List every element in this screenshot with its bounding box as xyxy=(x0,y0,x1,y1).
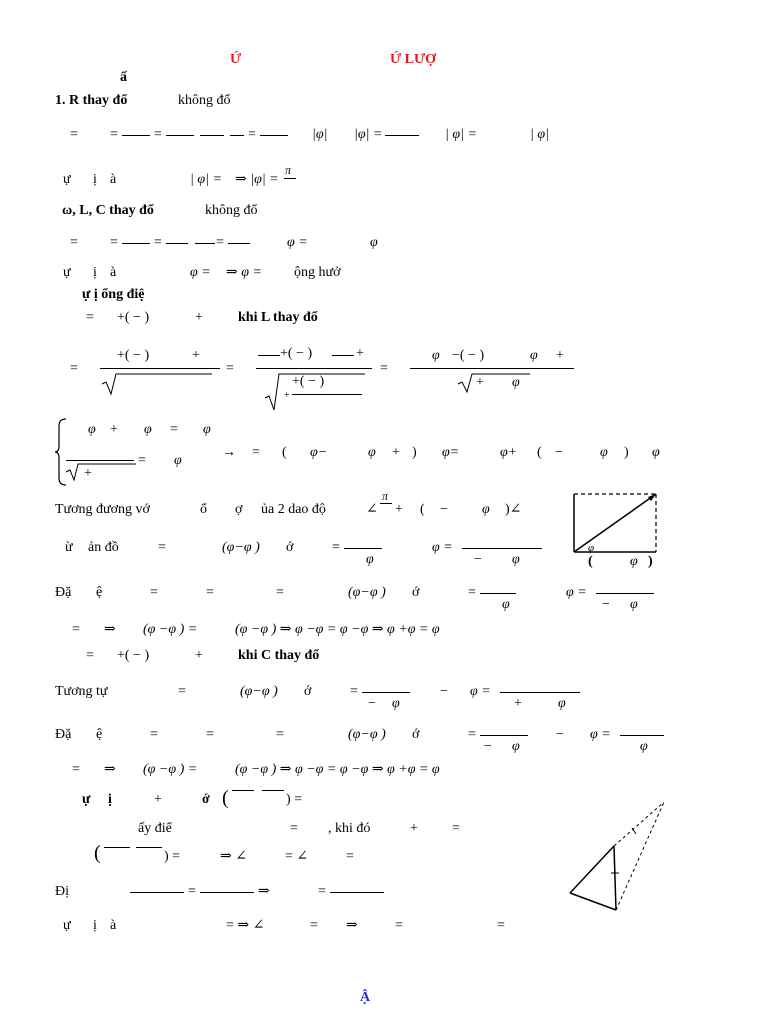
big-eq: = xyxy=(226,361,234,376)
fraction-bar xyxy=(292,394,362,395)
dat1-eq: = xyxy=(206,585,214,600)
big-eq: = xyxy=(70,361,78,376)
la-text: ự xyxy=(82,792,91,807)
sys-1: φ xyxy=(203,422,211,437)
pi-symbol: π xyxy=(285,163,292,177)
diag-text: ừ xyxy=(65,540,73,555)
section-3-heading: ự ị ổng điệ xyxy=(82,287,145,302)
lc-eq: ) = xyxy=(164,849,181,864)
dat2-text: ệ xyxy=(96,727,103,742)
le-text: ị xyxy=(93,918,97,933)
fig1-angle: φ xyxy=(588,542,595,554)
dat2-text: ớ xyxy=(412,727,420,742)
la-paren: ( xyxy=(222,787,229,809)
sys-r: − xyxy=(555,445,563,460)
s1-phi-abs: |φ| xyxy=(312,127,328,142)
tt-eq: = xyxy=(350,684,358,699)
fraction-bar xyxy=(200,135,224,136)
equiv-paren: ( xyxy=(420,502,425,517)
diag-text: ản đồ xyxy=(88,540,119,555)
diag-den: − xyxy=(474,552,482,567)
tt-den: + xyxy=(514,696,522,711)
ld-eq: = xyxy=(318,884,326,899)
fraction-bar xyxy=(232,790,254,791)
big-den2: +( − ) xyxy=(292,374,325,389)
tt-den: φ xyxy=(558,696,566,711)
sys-r: φ+ xyxy=(500,445,518,460)
s1-phi-result: ⇒ |φ| = xyxy=(235,172,279,187)
fraction-bar xyxy=(330,892,384,893)
diag-den: φ xyxy=(366,552,374,567)
big-den3: φ xyxy=(512,375,520,390)
dat2-eq: = xyxy=(150,727,158,742)
le-expr: = ⇒ ∠ xyxy=(226,918,265,933)
dat1-den: φ xyxy=(502,597,510,612)
sys-arrow: → xyxy=(222,445,236,460)
fraction-bar xyxy=(130,892,184,893)
big-num3: φ xyxy=(432,348,440,363)
dat2-expr: (φ−φ ) xyxy=(348,727,386,742)
s2-resonance: ộng hưở xyxy=(294,265,341,280)
s1-eq: = xyxy=(110,127,118,142)
fraction-bar xyxy=(385,135,419,136)
fraction-bar xyxy=(122,135,150,136)
equiv-minus: − xyxy=(440,502,448,517)
footer-mark: Ậ xyxy=(360,990,371,1005)
dat1-phi-eq: φ = xyxy=(566,585,587,600)
big-num: +( − ) xyxy=(117,348,150,363)
s1-phi-abs: | φ| xyxy=(530,127,549,142)
sys-r: ) xyxy=(624,445,629,460)
section-1-note: không đổ xyxy=(178,93,231,108)
diag-eq: = xyxy=(332,540,340,555)
fraction-bar xyxy=(620,735,664,736)
fraction-bar xyxy=(284,178,296,179)
tt-text: ớ xyxy=(304,684,312,699)
lb-eq: = xyxy=(290,821,298,836)
s3-eq2: = xyxy=(86,648,94,663)
section-2-heading: ω, L, C thay đổ xyxy=(62,203,154,218)
le-text: à xyxy=(110,918,117,933)
dat1-expr: (φ−φ ) xyxy=(348,585,386,600)
s2-phi: φ xyxy=(370,235,378,250)
lb-plus: + xyxy=(410,821,418,836)
s3-eq: + xyxy=(195,310,203,325)
fraction-bar xyxy=(122,243,150,244)
s1-phi-abs-eq: | φ| = xyxy=(445,127,477,142)
s3-eq: +( − ) xyxy=(117,310,150,325)
res1: (φ −φ ) = xyxy=(143,622,198,637)
big-num: + xyxy=(192,348,200,363)
equiv-text: ủa 2 dao độ xyxy=(261,502,326,517)
tt-den: − xyxy=(368,696,376,711)
title-right: Ứ LƯỢ xyxy=(390,52,437,67)
s1-text: à xyxy=(110,172,117,187)
ld-arrow: ⇒ xyxy=(258,884,270,899)
s1-phi-eq: | φ| = xyxy=(190,172,222,187)
s2-phi-eq: φ = xyxy=(287,235,308,250)
s1-eq: = xyxy=(70,127,78,142)
lc-angle: ⇒ ∠ xyxy=(220,849,247,864)
lb-eq: = xyxy=(452,821,460,836)
sys-r: φ− xyxy=(310,445,328,460)
dat2-minus: − xyxy=(556,727,564,742)
dat2-den: − xyxy=(484,739,492,754)
res1: = xyxy=(72,622,80,637)
dat2-phi-eq: φ = xyxy=(590,727,611,742)
s2-eq: = xyxy=(154,235,162,250)
section-1-heading: 1. R thay đổ xyxy=(55,93,128,108)
s1-text: ự xyxy=(63,172,71,187)
diag-den: φ xyxy=(512,552,520,567)
s2-text: à xyxy=(110,265,117,280)
cond-c-varies: khi C thay đổ xyxy=(238,648,320,663)
dat1-den: φ xyxy=(630,597,638,612)
sys-r: φ xyxy=(368,445,376,460)
equiv-angle: ∠ xyxy=(366,502,378,517)
fraction-bar xyxy=(260,135,288,136)
fraction-bar xyxy=(166,243,188,244)
la-text: ớ xyxy=(202,792,210,807)
fraction-bar xyxy=(136,847,162,848)
sys-2: φ xyxy=(174,453,182,468)
equiv-text: ổ xyxy=(200,502,207,517)
sys-r: φ xyxy=(652,445,660,460)
fraction-bar xyxy=(480,593,516,594)
fraction-bar xyxy=(230,135,244,136)
big-eq: = xyxy=(380,361,388,376)
s2-phi-result: ⇒ φ = xyxy=(226,265,262,280)
tt-expr: (φ−φ ) xyxy=(240,684,278,699)
sqrt-sign xyxy=(66,462,136,482)
dat1-eq: = xyxy=(276,585,284,600)
fraction-bar xyxy=(256,368,372,369)
fraction-bar xyxy=(480,735,528,736)
big-den2-plus: + xyxy=(284,390,290,401)
le-eq: = xyxy=(310,918,318,933)
tt-minus: − xyxy=(440,684,448,699)
sys-r: ( xyxy=(537,445,542,460)
le-eq: = xyxy=(395,918,403,933)
big-num3: φ xyxy=(530,348,538,363)
big-num3: + xyxy=(556,348,564,363)
s2-eq: = xyxy=(110,235,118,250)
fraction-bar xyxy=(362,692,410,693)
fraction-bar xyxy=(380,503,392,504)
la-paren: ) = xyxy=(286,792,303,807)
res2: = xyxy=(72,762,80,777)
big-den3: + xyxy=(476,375,484,390)
sys-1: = xyxy=(170,422,178,437)
s3-eq: = xyxy=(86,310,94,325)
fraction-bar xyxy=(410,368,574,369)
diag-phi-eq: φ = xyxy=(432,540,453,555)
sys-r: + xyxy=(392,445,400,460)
dat1-eq: = xyxy=(468,585,476,600)
res1: (φ −φ ) ⇒ φ −φ = φ −φ ⇒ φ +φ = φ xyxy=(235,622,440,637)
fraction-bar xyxy=(104,847,130,848)
sys-1: φ xyxy=(88,422,96,437)
fraction-bar xyxy=(228,243,250,244)
pi-symbol: π xyxy=(382,489,389,503)
sys-1: + xyxy=(110,422,118,437)
tt-eq: = xyxy=(178,684,186,699)
diag-text: ớ xyxy=(286,540,294,555)
equiv-plus: + xyxy=(395,502,403,517)
la-text: ị xyxy=(108,792,112,807)
equiv-angle: )∠ xyxy=(505,502,522,517)
s2-eq: = xyxy=(216,235,224,250)
fraction-bar xyxy=(262,790,284,791)
le-eq: = xyxy=(497,918,505,933)
lb-text: ấy điể xyxy=(138,821,172,836)
fraction-bar xyxy=(100,368,220,369)
section-2-note: không đổ xyxy=(205,203,258,218)
sys-r: φ xyxy=(600,445,608,460)
dat2-eq: = xyxy=(276,727,284,742)
s1-text: ị xyxy=(93,172,97,187)
lc-paren: ( xyxy=(94,842,101,864)
sys-2: + xyxy=(84,466,92,481)
ld-text: Đị xyxy=(55,884,69,899)
fraction-bar xyxy=(200,892,254,893)
tt-text: Tương tự xyxy=(55,684,108,699)
dat2-den: φ xyxy=(512,739,520,754)
lb-text: , khi đó xyxy=(328,821,371,836)
dat2-eq: = xyxy=(468,727,476,742)
res2: (φ −φ ) = xyxy=(143,762,198,777)
subtitle: ấ xyxy=(120,70,127,85)
s3-eq2: +( − ) xyxy=(117,648,150,663)
dat1-text: Đặ xyxy=(55,585,72,600)
triangle-vector-diagram xyxy=(566,798,670,916)
dat2-den: φ xyxy=(640,739,648,754)
le-text: ự xyxy=(63,918,71,933)
dat2-eq: = xyxy=(206,727,214,742)
fraction-bar xyxy=(596,593,654,594)
diag-expr: (φ−φ ) xyxy=(222,540,260,555)
sys-1: φ xyxy=(144,422,152,437)
s2-phi-eq: φ = xyxy=(190,265,211,280)
tt-den: φ xyxy=(392,696,400,711)
dat1-den: − xyxy=(602,597,610,612)
fraction-bar xyxy=(344,548,382,549)
res2: (φ −φ ) ⇒ φ −φ = φ −φ ⇒ φ +φ = φ xyxy=(235,762,440,777)
fraction-bar xyxy=(195,243,215,244)
fig1-label: φ xyxy=(630,554,638,569)
sqrt-sign xyxy=(102,372,212,396)
lc-eq: = xyxy=(346,849,354,864)
cond-l-varies: khi L thay đổ xyxy=(238,310,318,325)
s2-text: ị xyxy=(93,265,97,280)
la-plus: + xyxy=(154,792,162,807)
sys-r: φ= xyxy=(442,445,460,460)
fraction-bar xyxy=(500,692,580,693)
equiv-text: ợ xyxy=(235,502,243,517)
sys-2: = xyxy=(138,453,146,468)
res2: ⇒ xyxy=(104,762,116,777)
fraction-bar xyxy=(462,548,542,549)
big-num3: −( − ) xyxy=(452,348,485,363)
big-num2: +( − ) xyxy=(280,346,313,361)
title-left: Ứ xyxy=(230,52,242,67)
s3-eq2: + xyxy=(195,648,203,663)
s2-text: ự xyxy=(63,265,71,280)
res1: ⇒ xyxy=(104,622,116,637)
sys-r: ( xyxy=(282,445,287,460)
dat2-text: Đặ xyxy=(55,727,72,742)
sys-r: ) xyxy=(412,445,417,460)
dat1-text: ệ xyxy=(96,585,103,600)
fraction-bar xyxy=(66,460,134,461)
lc-angle: = ∠ xyxy=(285,849,309,864)
dat1-eq: = xyxy=(150,585,158,600)
le-arrow: ⇒ xyxy=(346,918,358,933)
equiv-text: Tương đương vớ xyxy=(55,502,150,517)
diag-eq: = xyxy=(158,540,166,555)
s1-eq: = xyxy=(154,127,162,142)
s1-phi-abs-eq: |φ| = xyxy=(354,127,383,142)
ld-eq: = xyxy=(188,884,196,899)
tt-phi-eq: φ = xyxy=(470,684,491,699)
s2-eq: = xyxy=(70,235,78,250)
big-num2: + xyxy=(356,346,364,361)
equiv-phi: φ xyxy=(482,502,490,517)
dat1-text: ớ xyxy=(412,585,420,600)
fraction-bar xyxy=(332,355,354,356)
fraction-bar xyxy=(166,135,194,136)
fig1-label: ) xyxy=(648,554,653,569)
fig1-label: ( xyxy=(588,554,593,569)
fraction-bar xyxy=(258,355,280,356)
s1-eq: = xyxy=(248,127,256,142)
sys-r: = xyxy=(252,445,260,460)
